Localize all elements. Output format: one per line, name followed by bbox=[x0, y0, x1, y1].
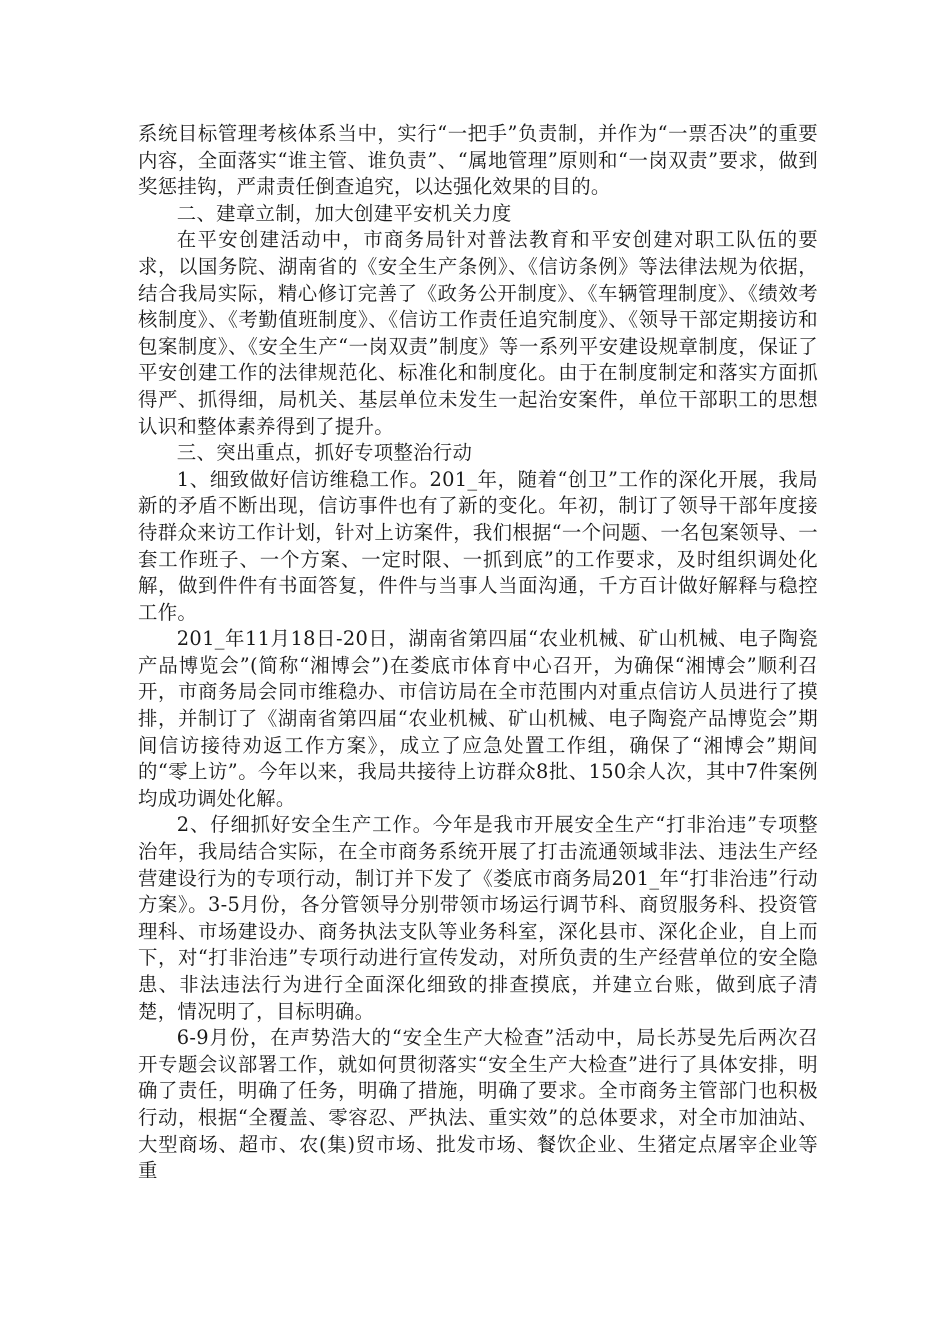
paragraph-continued: 系统目标管理考核体系当中，实行“一把手”负责制，并作为“一票否决”的重要内容，全面落实“谁主管、谁负责”、“属地管理”原则和“一岗双责”要求，做到奖惩挂钩，严肃责任倒查追究，以达强化效果的目的。 bbox=[138, 122, 818, 199]
section-heading-2: 二、建章立制，加大创建平安机关力度 bbox=[176, 201, 512, 225]
paragraph-regulations: 在平安创建活动中，市商务局针对普法教育和平安创建对职工队伍的要求，以国务院、湖南省的《安全生产条例》、《信访条例》等法律法规为依据，结合我局实际，精心修订完善了《政务公开制度》、《车辆管理制度》、《绩效考核制度》、《考勤值班制度》、《信访工作责任追究制度》、《领导干部定期接访和包案制度》、《安全生产“一岗双责”制度》等一系列平安建设规章制度，保证了平安创建工作的法律规范化、标准化和制度化。由于在制度制定和落实方面抓得严、抓得细，局机关、基层单位未发生一起治安案件，单位干部职工的思想认识和整体素养得到了提升。 bbox=[138, 228, 818, 438]
paragraph-expo: 201_年11月18日-20日，湖南省第四届“农业机械、矿山机械、电子陶瓷产品博览会”(简称“湘博会”)在娄底市体育中心召开，为确保“湘博会”顺利召开，市商务局会同市维稳办、市信访局在全市范围内对重点信访人员进行了摸排，并制订了《湖南省第四届“农业机械、矿山机械、电子陶瓷产品博览会”期间信访接待劝返工作方案》，成立了应急处置工作组，确保了“湘博会”期间的“零上访”。今年以来，我局共接待上访群众8批、150余人次，其中7件案例均成功调处化解。 bbox=[138, 627, 818, 810]
paragraph-petition-work: 1、细致做好信访维稳工作。201_年，随着“创卫”工作的深化开展，我局新的矛盾不断出现，信访事件也有了新的变化。年初，制订了领导干部年度接待群众来访工作计划，针对上访案件，我们根据“一个问题、一名包案领导、一套工作班子、一个方案、一定时限、一抓到底”的工作要求，及时组织调处化解，做到件件有书面答复，件件与当事人当面沟通，千方百计做好解释与稳控工作。 bbox=[138, 467, 818, 624]
document-body bbox=[138, 121, 818, 1185]
section-heading-3: 三、突出重点，抓好专项整治行动 bbox=[176, 441, 473, 465]
paragraph-safety-inspection: 6-9月份，在声势浩大的“安全生产大检查”活动中，局长苏旻先后两次召开专题会议部署工作，就如何贯彻落实“安全生产大检查”进行了具体安排，明确了责任，明确了任务，明确了措施，明确了要求。全市商务主管部门也积极行动，根据“全覆盖、零容忍、严执法、重实效”的总体要求，对全市加油站、大型商场、超市、农(集)贸市场、批发市场、餐饮企业、生猪定点屠宰企业等重 bbox=[138, 1026, 818, 1183]
paragraph-safety-production: 2、仔细抓好安全生产工作。今年是我市开展安全生产“打非治违”专项整治年，我局结合实际，在全市商务系统开展了打击流通领域非法、违法生产经营建设行为的专项行动，制订并下发了《娄底市商务局201_年“打非治违”行动方案》。3-5月份，各分管领导分别带领市场运行调节科、商贸服务科、投资管理科、市场建设办、商务执法支队等业务科室，深化县市、深化企业，自上而下，对“打非治违”专项行动进行宣传发动，对所负责的生产经营单位的安全隐患、非法违法行为进行全面深化细致的排查摸底，并建立台账，做到底子清楚，情况明了，目标明确。 bbox=[138, 813, 818, 1023]
